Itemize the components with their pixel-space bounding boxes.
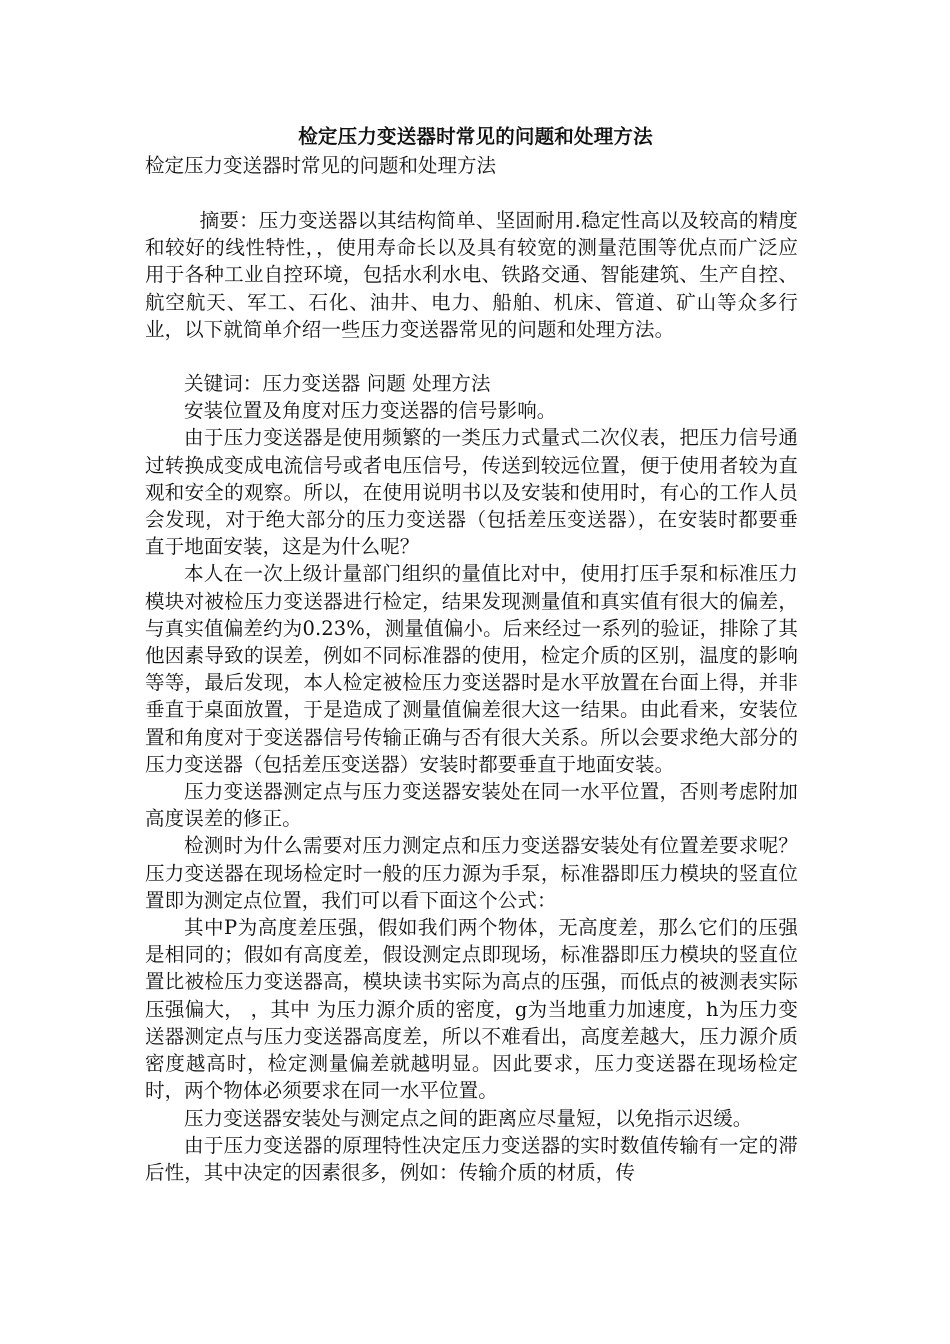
section-heading-distance: 压力变送器安装处与测定点之间的距离应尽量短，以免指示迟缓。 (184, 1106, 753, 1130)
body-paragraph: 由于压力变送器的原理特性决定压力变送器的实时数值传输有一定的滞后性，其中决定的因素很多，例如：传输介质的材质，传 (145, 1133, 798, 1184)
body-paragraph: 本人在一次上级计量部门组织的量值比对中，使用打压手泵和标准压力模块对被检压力变送器进行检定，结果发现测量值和真实值有很大的偏差，与真实值偏差约为0.23%，测量值偏小。后来经过一系列的验证，排除了其他因素导致的误差，例如不同标准器的使用，检定介质的区别，温度的影响等等，最后发现，本人检定被检压力变送器时是水平放置在台面上得，并非垂直于桌面放置，于是造成了测量值偏差很大这一结果。由此看来，安装位置和角度对于变送器信号传输正确与否有很大关系。所以会要求绝大部分的压力变送器（包括差压变送器）安装时都要垂直于地面安装。 (145, 562, 798, 776)
section-heading-height-position: 压力变送器测定点与压力变送器安装处在同一水平位置，否则考虑附加高度误差的修正。 (145, 780, 798, 831)
body-paragraph: 检测时为什么需要对压力测定点和压力变送器安装处有位置差要求呢？压力变送器在现场检定时一般的压力源为手泵，标准器即压力模块的竖直位置即为测定点位置，我们可以看下面这个公式： (145, 834, 798, 912)
document-title: 检定压力变送器时常见的问题和处理方法 (298, 125, 653, 148)
document-subtitle: 检定压力变送器时常见的问题和处理方法 (145, 154, 497, 177)
keywords-line: 关键词：压力变送器 问题 处理方法 (184, 372, 491, 396)
abstract-paragraph: 摘要：压力变送器以其结构简单、坚固耐用.稳定性高以及较高的精度和较好的线性特性，，使用寿命长以及具有较宽的测量范围等优点而广泛应用于各种工业自控环境，包括水利水电、铁路交通、智能建筑、生产自控、航空航天、军工、石化、油井、电力、船舶、机床、管道、矿山等众多行业，以下就简单介绍一些压力变送器常见的问题和处理方法。 (145, 209, 798, 341)
body-paragraph: 由于压力变送器是使用频繁的一类压力式量式二次仪表，把压力信号通过转换成变成电流信号或者电压信号，传送到较远位置，便于使用者较为直观和安全的观察。所以，在使用说明书以及安装和使用时，有心的工作人员会发现，对于绝大部分的压力变送器（包括差压变送器），在安装时都要垂直于地面安装，这是为什么呢？ (145, 426, 798, 559)
body-paragraph: 其中P为高度差压强，假如我们两个物体，无高度差，那么它们的压强是相同的；假如有高度差，假设测定点即现场，标准器即压力模块的竖直位置比被检压力变送器高，模块读书实际为高点的压强，而低点的被测表实际压强偏大， ，其中 为压力源介质的密度，g为当地重力加速度，h为压力变送器测定点与压力变送器高度差，所以不难看出，高度差越大，压力源介质密度越高时，检定测量偏差就越明显。因此要求，压力变送器在现场检定时，两个物体必须要求在同一水平位置。 (145, 916, 798, 1103)
section-heading-installation-angle: 安装位置及角度对压力变送器的信号影响。 (184, 399, 557, 423)
